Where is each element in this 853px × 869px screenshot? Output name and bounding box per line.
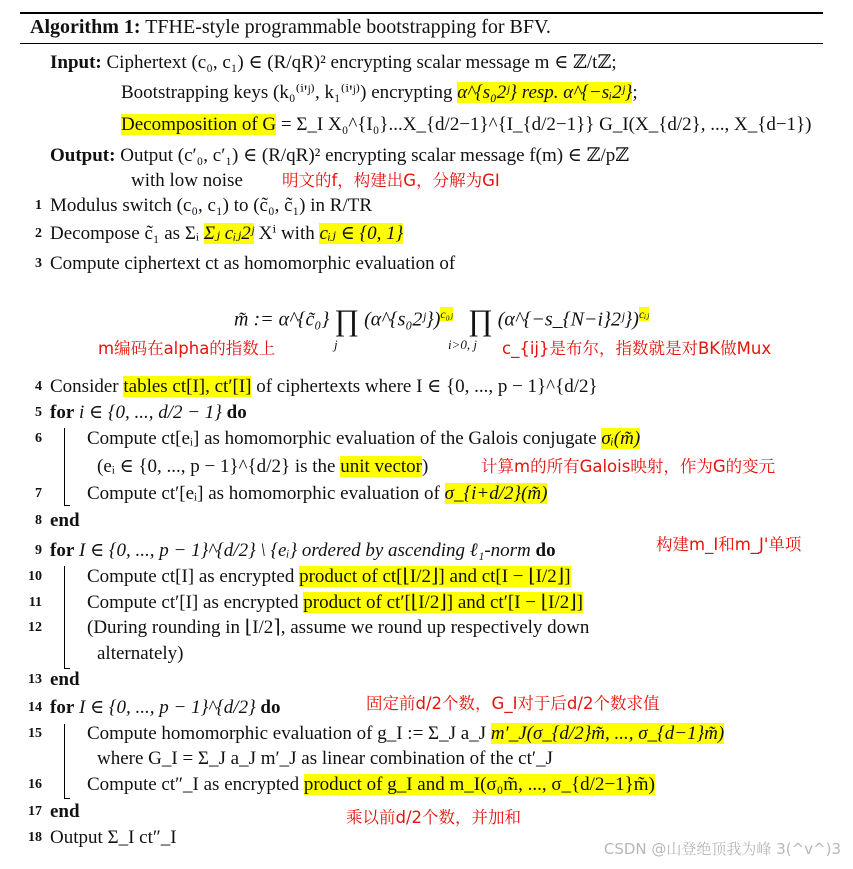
input-label: Input: <box>50 52 102 73</box>
top-rule <box>20 12 823 14</box>
step-2-text-a: Decompose c̃₁ as Σᵢ <box>50 223 199 244</box>
input-line-3 <box>121 113 812 137</box>
line-number: 4 <box>35 379 42 394</box>
annotation-1: 明文的f，构建出G，分解为GI <box>282 171 500 190</box>
algorithm-label: Algorithm 1: <box>30 16 141 38</box>
output-label: Output: <box>50 145 116 166</box>
step-2 <box>50 222 403 246</box>
annotation-2: m编码在alpha的指数上 <box>98 339 276 358</box>
step-6 <box>87 427 640 451</box>
algorithm-title-text: TFHE-style programmable bootstrapping for BFV. <box>145 16 551 38</box>
step-2-highlight-1: Σⱼ cᵢⱼ2ʲ <box>203 223 254 244</box>
step-5 <box>50 401 247 425</box>
step-6b-highlight: unit vector <box>340 456 422 477</box>
input-line-2 <box>121 81 638 105</box>
input-line-1-text: Ciphertext (c₀, c₁) ∈ (R/qR)² encrypting scalar message m ∈ ℤ/tℤ; <box>106 52 617 73</box>
loop-bar-3 <box>64 724 65 799</box>
step-1: Modulus switch (c₀, c₁) to (c̃₀, c̃₁) in R/TR <box>50 195 372 216</box>
step-6b-text-a: (eᵢ ∈ {0, ..., p − 1}^{d/2} is the <box>97 456 336 477</box>
formula-term-2: (α^{−s_{N−i}2ʲ}) <box>497 308 639 331</box>
step-4-text-a: Consider <box>50 376 119 397</box>
line-number: 8 <box>35 513 42 528</box>
keyword-do: do <box>535 540 556 561</box>
line-number: 17 <box>28 804 42 819</box>
line-number: 6 <box>35 431 42 446</box>
line-number: 3 <box>35 256 42 271</box>
formula-product-1: ∏ <box>334 304 360 338</box>
step-11 <box>87 591 583 615</box>
step-16-highlight: product of g_I and m_I(σ₀m̃, ..., σ_{d/2−1}m̃) <box>303 774 655 795</box>
input-line-3-text: = Σ_I X₀^{I₀}...X_{d/2−1}^{I_{d/2−1}} G_I(X_{d/2}, ..., X_{d−1}) <box>280 114 812 135</box>
line-number: 16 <box>28 777 42 792</box>
loop-bar-2 <box>64 566 65 669</box>
step-5-text: i ∈ {0, ..., d/2 − 1} <box>79 402 222 423</box>
line-number: 5 <box>35 405 42 420</box>
step-10 <box>87 565 571 589</box>
step-2-text-b: Xⁱ with <box>258 223 315 244</box>
step-14-text: I ∈ {0, ..., p − 1}^{d/2} <box>79 697 256 718</box>
step-14 <box>50 696 281 720</box>
step-6-text: Compute ct[eᵢ] as homomorphic evaluation of the Galois conjugate <box>87 428 597 449</box>
formula-exponent-1: c₀ⱼ <box>440 307 454 321</box>
output-line-1 <box>50 144 629 168</box>
step-11-text: Compute ct′[I] as encrypted <box>87 592 299 613</box>
line-number: 11 <box>28 595 42 610</box>
step-9-italic: ordered by ascending ℓ₁-norm <box>301 540 531 561</box>
line-number: 15 <box>28 726 42 741</box>
step-15b: where G_I = Σ_J a_J m′_J as linear combination of the ct′_J <box>97 748 553 769</box>
step-15-highlight: m′_J(σ_{d/2}m̃, ..., σ_{d−1}m̃) <box>490 723 725 744</box>
line-number: 10 <box>28 569 42 584</box>
step-11-highlight: product of ct′[⌊I/2⌋] and ct′[I − ⌊I/2⌋] <box>303 592 583 613</box>
formula-sub-2: i>0, j <box>448 337 477 352</box>
step-6b-text-b: ) <box>422 456 429 477</box>
step-10-highlight: product of ct[⌊I/2⌋] and ct[I − ⌊I/2⌋] <box>299 566 571 587</box>
line-number: 7 <box>35 486 42 501</box>
keyword-do: do <box>226 402 247 423</box>
step-9-text: I ∈ {0, ..., p − 1}^{d/2} \ {eᵢ} <box>79 540 298 561</box>
step-7-highlight: σ_{i+d/2}(m̃) <box>444 483 548 504</box>
input-line-1 <box>50 51 617 75</box>
step-12: (During rounding in ⌊I/2⌉, assume we round up respectively down <box>87 617 590 638</box>
formula-lhs: m̃ := α^{c̃₀} <box>234 308 330 331</box>
step-4-text-b: of ciphertexts where I ∈ {0, ..., p − 1}^{d/2} <box>256 376 598 397</box>
keyword-for: for <box>50 697 75 718</box>
keyword-for: for <box>50 540 75 561</box>
step-12b: alternately) <box>97 643 184 664</box>
watermark: CSDN @山登绝顶我为峰 3(^v^)3 <box>603 840 841 858</box>
formula-exponent-2: cᵢⱼ <box>638 307 650 321</box>
keyword-end: end <box>50 801 80 822</box>
step-15-text: Compute homomorphic evaluation of g_I := Σ_J a_J <box>87 723 487 744</box>
annotation-5: 构建m_I和m_J'单项 <box>656 535 802 554</box>
annotation-7: 乘以前d/2个数，并加和 <box>346 808 522 827</box>
title-rule <box>20 43 823 44</box>
annotation-3: c_{ij}是布尔，指数就是对BK做Mux <box>502 339 772 358</box>
step-3: Compute ciphertext ct as homomorphic evaluation of <box>50 253 456 274</box>
output-line-2-text: with low noise <box>131 170 243 191</box>
input-line-2-text: Bootstrapping keys (k₀⁽ⁱ'ʲ⁾, k₁⁽ⁱ'ʲ⁾) encrypting <box>121 82 453 103</box>
step-7 <box>87 482 547 506</box>
line-number: 1 <box>35 198 42 213</box>
keyword-for: for <box>50 402 75 423</box>
display-formula <box>234 300 650 338</box>
formula-sub-1: j <box>334 337 338 352</box>
step-4 <box>50 375 598 399</box>
step-2-highlight-2: cᵢⱼ ∈ {0, 1} <box>319 223 404 244</box>
step-9 <box>50 539 556 563</box>
step-4-highlight: tables ct[I], ct′[I] <box>123 376 252 397</box>
algorithm-title <box>30 15 551 39</box>
line-number: 13 <box>28 672 42 687</box>
step-15 <box>87 722 724 746</box>
annotation-6: 固定前d/2个数，G_I对于后d/2个数求值 <box>366 694 660 713</box>
formula-product-2: ∏ <box>468 304 493 338</box>
line-number: 2 <box>35 226 42 241</box>
input-line-3-highlight: Decomposition of G <box>121 114 277 135</box>
step-18: Output Σ_I ct″_I <box>50 827 177 848</box>
line-number: 9 <box>35 543 42 558</box>
input-line-2-end: ; <box>632 82 638 103</box>
line-number: 12 <box>28 620 42 635</box>
formula-term-1: (α^{s₀2ʲ}) <box>364 308 441 331</box>
keyword-do: do <box>260 697 281 718</box>
output-line-2 <box>131 169 243 193</box>
step-16-text: Compute ct″_I as encrypted <box>87 774 300 795</box>
annotation-4: 计算m的所有Galois映射，作为G的变元 <box>481 457 776 476</box>
step-7-text: Compute ct′[eᵢ] as homomorphic evaluation of <box>87 483 440 504</box>
step-10-text: Compute ct[I] as encrypted <box>87 566 295 587</box>
line-number: 18 <box>28 830 42 845</box>
step-6b <box>97 455 428 479</box>
keyword-end: end <box>50 510 80 531</box>
loop-bar-1 <box>64 428 65 506</box>
output-line-1-text: Output (c′₀, c′₁) ∈ (R/qR)² encrypting scalar message f(m) ∈ ℤ/pℤ <box>120 145 630 166</box>
input-line-2-highlight: α^{s₀2ʲ} resp. α^{−sᵢ2ʲ} <box>457 82 633 103</box>
step-16 <box>87 773 655 797</box>
keyword-end: end <box>50 669 80 690</box>
line-number: 14 <box>28 700 42 715</box>
step-6-highlight: σᵢ(m̃) <box>601 428 641 449</box>
